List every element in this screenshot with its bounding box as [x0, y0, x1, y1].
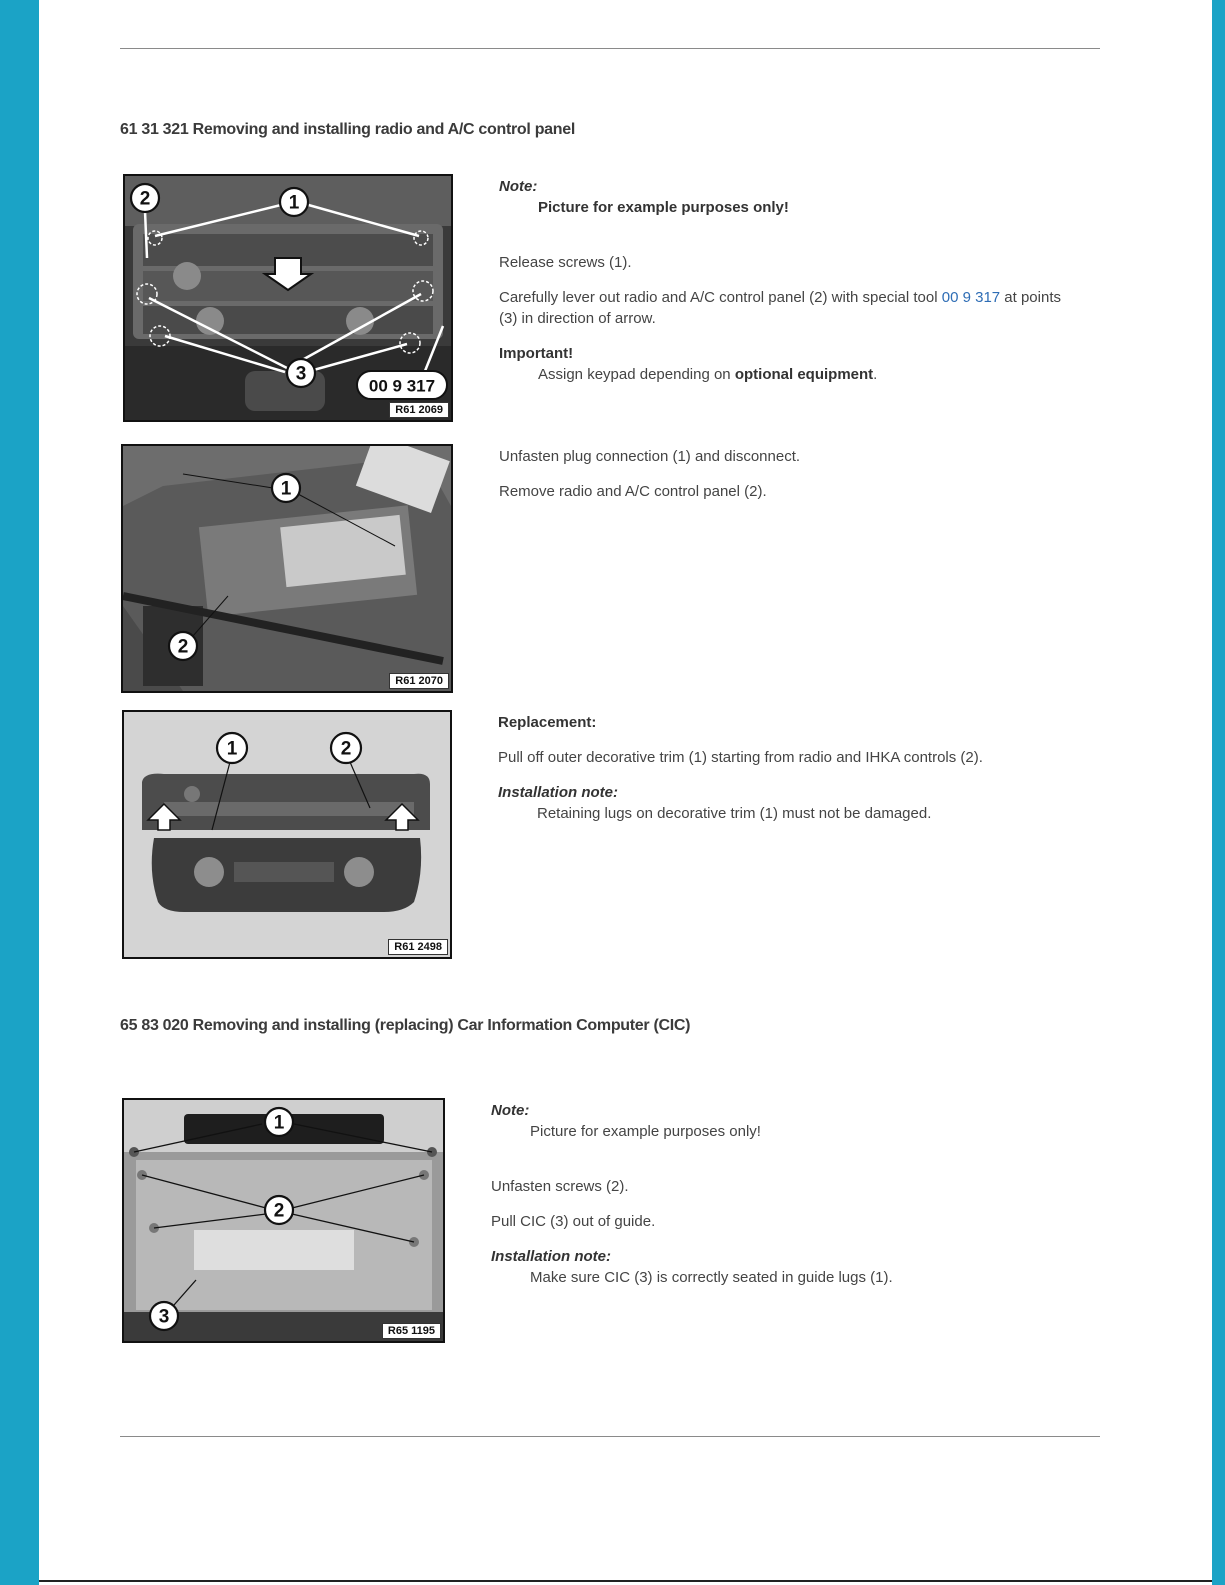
svg-text:2: 2: [340, 738, 352, 760]
figure-code: R65 1195: [382, 1323, 441, 1339]
instructions-step-2: [499, 446, 1079, 502]
svg-text:2: 2: [177, 636, 189, 658]
callout-2: [265, 1196, 293, 1224]
important-text: Assign keypad depending on optional equipment.: [538, 366, 878, 383]
unfasten-plug-text: Unfasten plug connection (1) and disconnect.: [499, 448, 801, 465]
figure-code: R61 2070: [389, 673, 449, 689]
figure-radio-panel-screws: [123, 174, 453, 422]
note-heading: Note:: [491, 1102, 530, 1119]
callout-2: [131, 184, 159, 212]
installation-note-heading: Installation note:: [491, 1248, 611, 1265]
bottom-divider: [120, 1436, 1100, 1437]
right-accent-bar: [1212, 0, 1225, 1585]
instructions-step-4: [491, 1100, 1081, 1288]
top-divider: [120, 48, 1100, 49]
callout-2: [169, 632, 197, 660]
pull-cic-text: Pull CIC (3) out of guide.: [491, 1213, 656, 1230]
svg-text:3: 3: [295, 363, 307, 385]
svg-text:2: 2: [273, 1200, 285, 1222]
figure-plug-connection: [121, 444, 453, 693]
figure-cic-unit: [122, 1098, 445, 1343]
svg-text:1: 1: [280, 478, 292, 500]
figure-code: R61 2498: [388, 939, 448, 955]
section-title-radio-panel: 61 31 321 Removing and installing radio and A/C control panel: [120, 121, 575, 138]
figure-decorative-trim: [122, 710, 452, 959]
tool-label: [357, 371, 447, 399]
svg-text:1: 1: [273, 1112, 285, 1134]
instructions-step-1: [499, 176, 1079, 385]
svg-text:1: 1: [288, 192, 300, 214]
lever-out-text: Carefully lever out radio and A/C control panel (2) with special tool 00 9 317 at points (3) in direction of arrow.: [499, 289, 1061, 327]
unfasten-screws-text: Unfasten screws (2).: [491, 1178, 629, 1195]
figure-code: R61 2069: [389, 402, 449, 418]
pull-off-trim-text: Pull off outer decorative trim (1) starting from radio and IHKA controls (2).: [498, 749, 983, 766]
section-title-cic: 65 83 020 Removing and installing (replacing) Car Information Computer (CIC): [120, 1017, 691, 1034]
svg-text:3: 3: [158, 1306, 170, 1328]
replacement-heading: Replacement:: [498, 714, 597, 731]
page-bottom-border: [39, 1580, 1212, 1582]
svg-text:1: 1: [226, 738, 238, 760]
remove-panel-text: Remove radio and A/C control panel (2).: [499, 483, 767, 500]
svg-text:2: 2: [139, 188, 151, 210]
callout-1: [272, 474, 300, 502]
svg-text:00 9 317: 00 9 317: [368, 376, 436, 396]
callout-3: [287, 359, 315, 387]
callout-1: [217, 733, 247, 763]
left-accent-bar: [0, 0, 39, 1585]
installation-note-text: Retaining lugs on decorative trim (1) must not be damaged.: [537, 805, 932, 822]
callout-1: [280, 188, 308, 216]
important-heading: Important!: [499, 345, 574, 362]
note-text: Picture for example purposes only!: [538, 199, 789, 216]
instructions-step-3: [498, 712, 1088, 824]
note-heading: Note:: [499, 178, 538, 195]
special-tool-link[interactable]: 00 9 317: [941, 289, 1001, 306]
installation-note-heading: Installation note:: [498, 784, 618, 801]
release-screws-text: Release screws (1).: [499, 254, 632, 271]
note-text: Picture for example purposes only!: [530, 1123, 761, 1140]
callout-3: [150, 1302, 178, 1330]
callout-2: [331, 733, 361, 763]
installation-note-text: Make sure CIC (3) is correctly seated in guide lugs (1).: [530, 1269, 893, 1286]
callout-1: [265, 1108, 293, 1136]
